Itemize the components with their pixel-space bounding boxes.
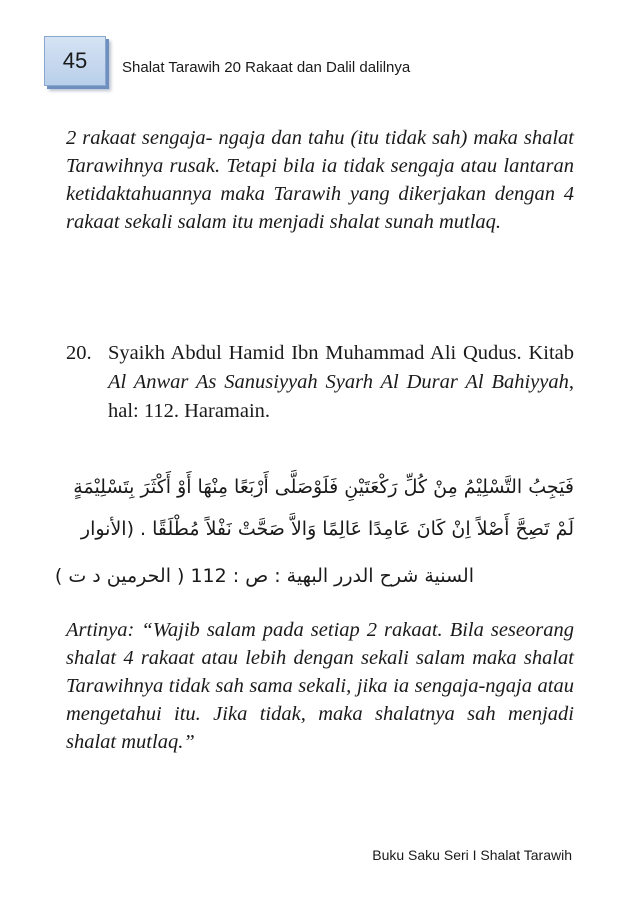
reference-author: Syaikh Abdul Hamid Ibn Muhammad Ali Qudus. Kitab <box>108 342 574 364</box>
running-footer: Buku Saku Seri I Shalat Tarawih <box>372 847 572 863</box>
reference-book-title: Al Anwar As Sanusiyyah Syarh Al Durar Al Bahiyyah <box>108 371 569 393</box>
page-number: 45 <box>62 48 88 73</box>
reference-text <box>108 339 574 426</box>
arabic-source-line: السنية شرح الدرر البهية : ص : 112 ( الحرمين د ت ) <box>54 565 474 587</box>
arabic-quote-line-1: فَيَجِبُ التَّسْلِيْمُ مِنْ كُلِّ رَكْعَتَيْنِ فَلَوْصَلَّى أَرْبَعًا مِنْهَا أَوْ أَكْثَرَ بِتَسْلِيْمَةٍ <box>73 476 574 498</box>
reference-page-info: , hal: 112. Haramain. <box>108 371 574 422</box>
arabic-quote-line-2: لَمْ تَصِحَّ أَصْلاً اِنْ كَانَ عَامِدًا عَالِمًا وَالاَّ صَحَّتْ نَفْلاً مُطْلَقًا . (الأنوار <box>80 518 574 540</box>
running-header-title: Shalat Tarawih 20 Rakaat dan Dalil dalilnya <box>122 59 411 76</box>
continuation-paragraph: 2 rakaat sengaja- ngaja dan tahu (itu tidak sah) maka shalat Tarawihnya rusak. Tetapi bila ia tidak sengaja atau lantaran ketidaktahuannya maka Tarawih yang dikerjakan dengan 4 rakaat sekali salam itu menjadi shalat sunah mutlaq. <box>66 127 574 233</box>
translation-paragraph: Artinya: “Wajib salam pada setiap 2 rakaat. Bila seseorang shalat 4 rakaat atau lebih dengan sekali salam maka shalat Tarawihnya tidak sah sama sekali, jika ia sengaja-ngaja atau mengetahui itu. Jika tidak, maka shalatnya sah menjadi shalat mutlaq.” <box>66 619 574 753</box>
page-number-badge <box>44 36 106 86</box>
reference-item <box>66 339 574 426</box>
reference-number: 20. <box>66 342 92 364</box>
